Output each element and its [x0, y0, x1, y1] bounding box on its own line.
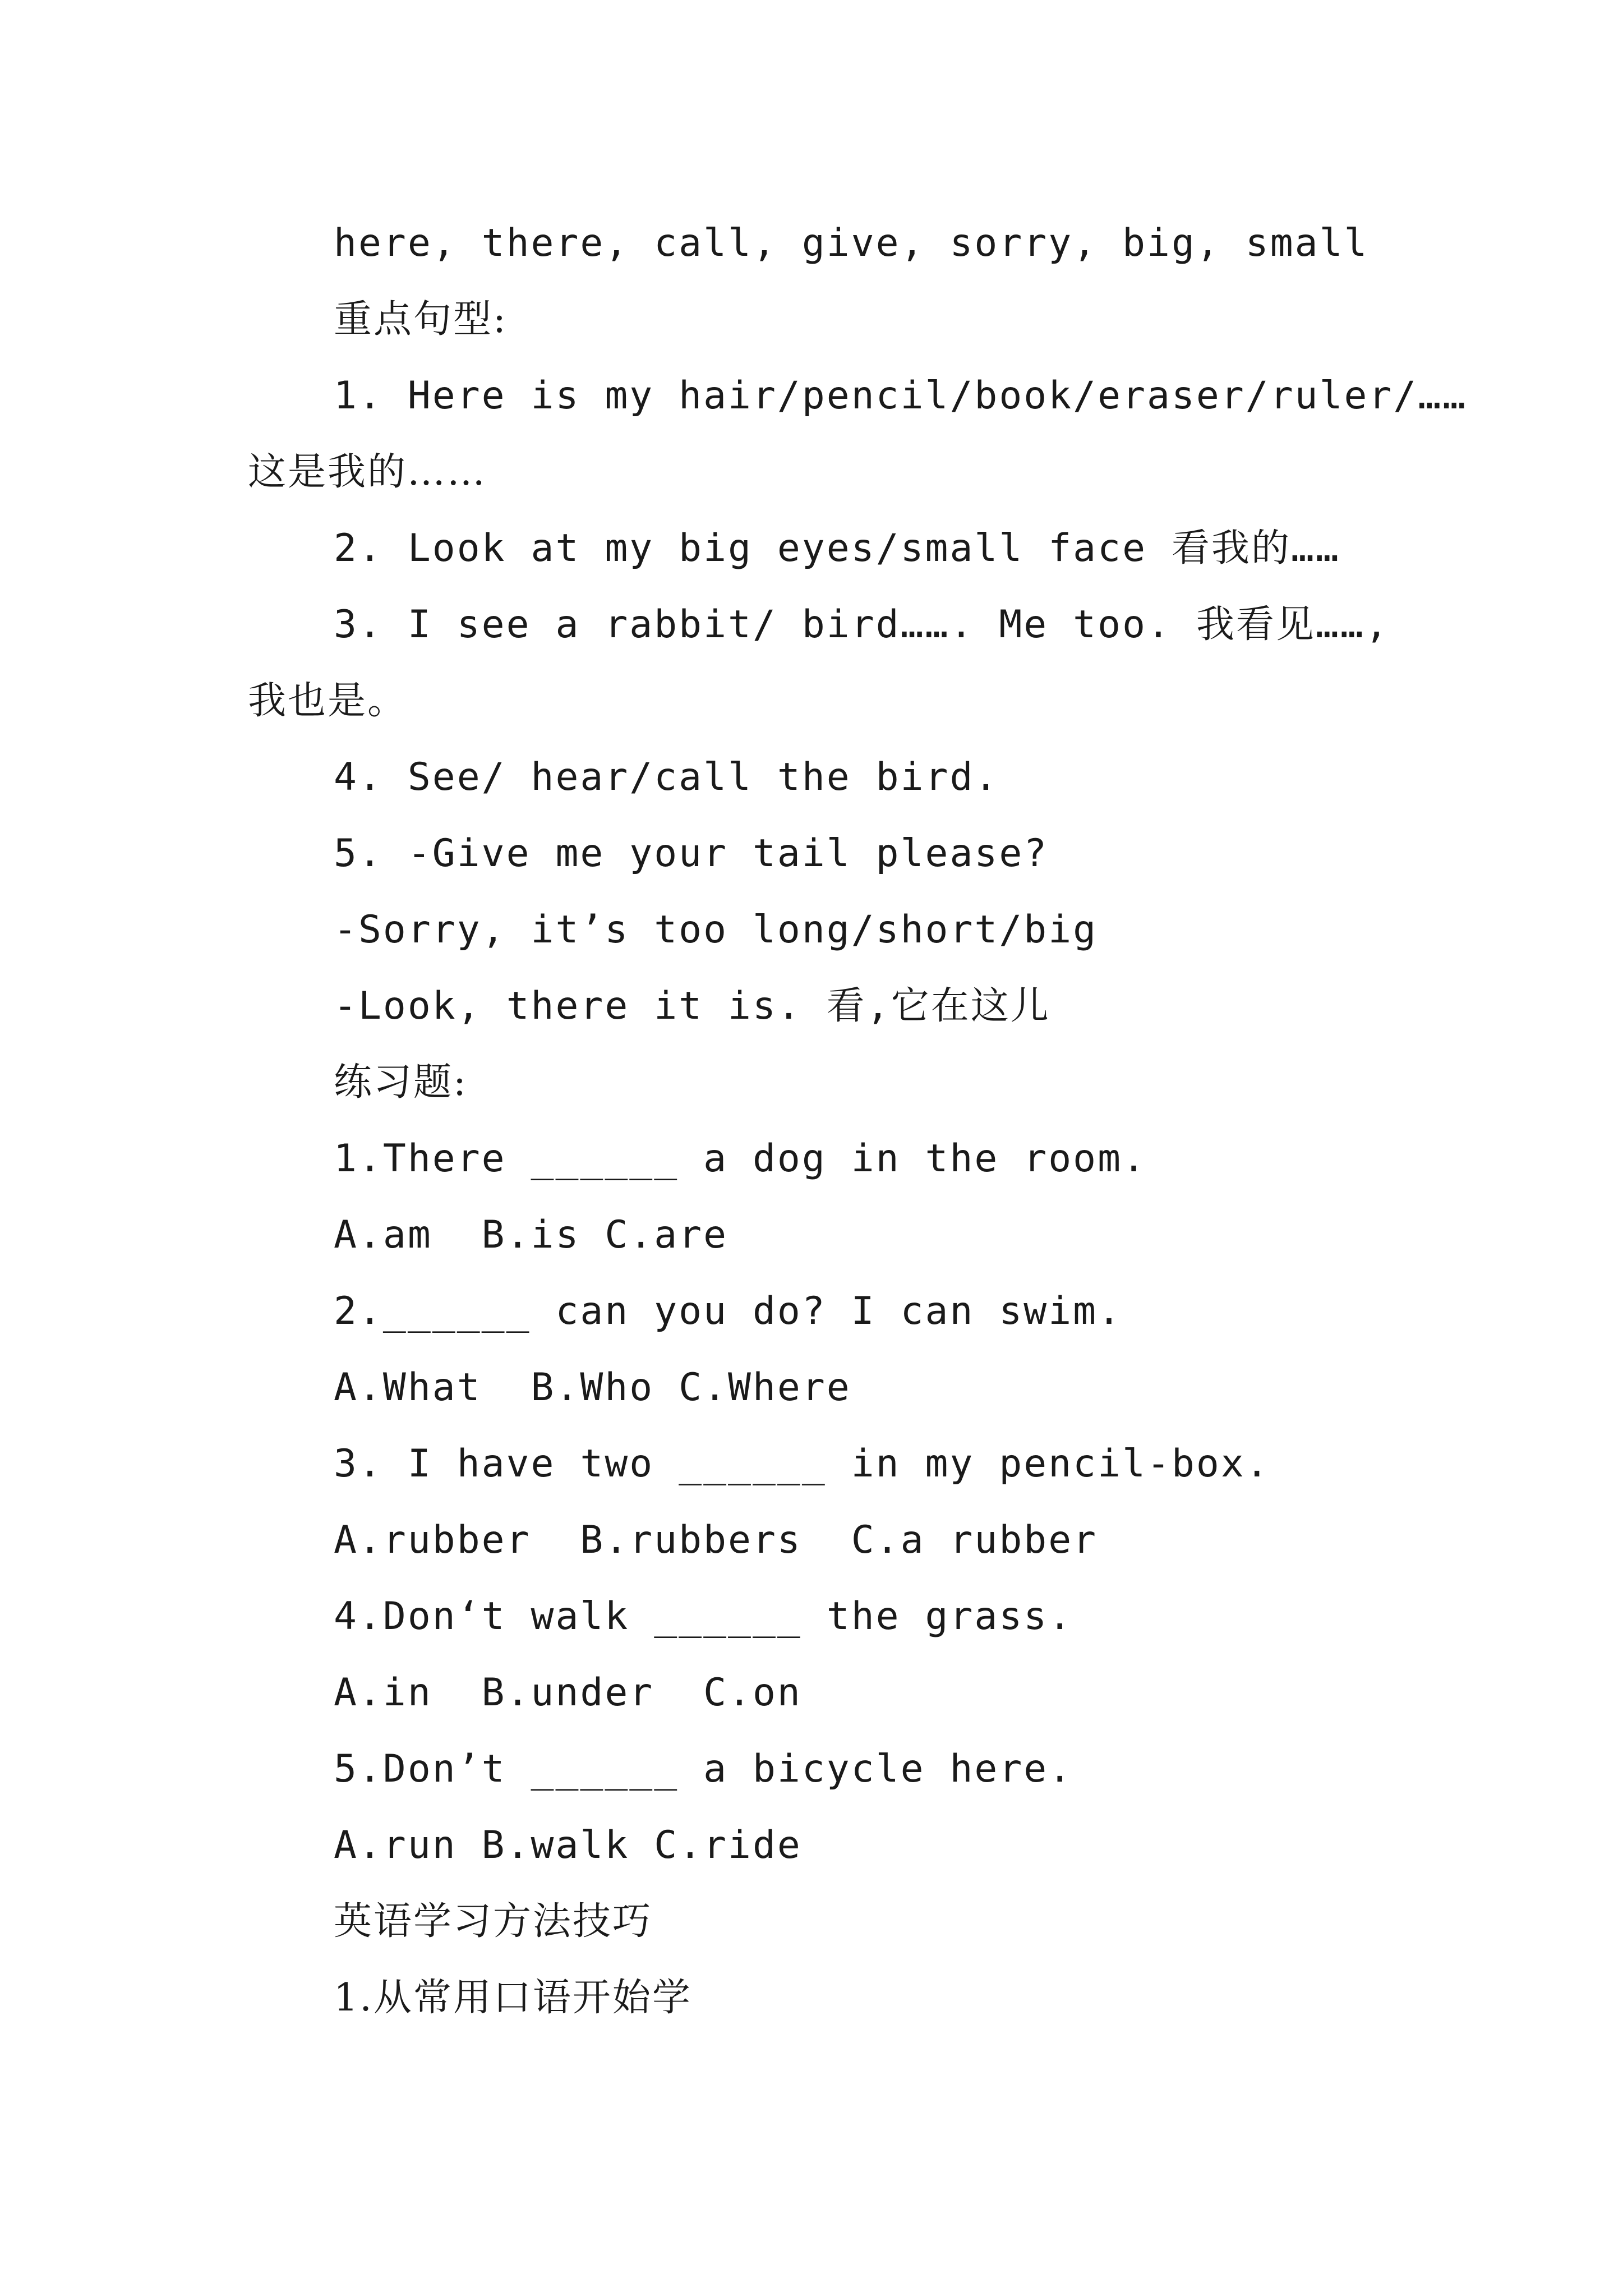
sentence-2-line-1: 2. Look at my big eyes/small face 看我的……: [334, 526, 1340, 570]
question-3-stem: 3. I have two ______ in my pencil-box.: [334, 1442, 1270, 1486]
exercises-heading: 练习题:: [334, 1060, 468, 1105]
question-2-options: A.What B.Who C.Where: [334, 1365, 851, 1410]
sentence-1-line-2: 这是我的……: [248, 450, 487, 494]
question-4-options: A.in B.under C.on: [334, 1671, 802, 1715]
sentence-3-line-1: 3. I see a rabbit/ bird……. Me too. 我看见……,: [334, 602, 1390, 647]
question-2-stem: 2.______ can you do? I can swim.: [334, 1289, 1123, 1333]
question-4-stem: 4.Don‘t walk ______ the grass.: [334, 1594, 1073, 1639]
sentence-5-line-3: -Look, there it is. 看,它在这儿: [334, 984, 1050, 1028]
sentence-5-line-1: 5. -Give me your tail please?: [334, 831, 1049, 876]
question-1-options: A.am B.is C.are: [334, 1213, 728, 1257]
sentence-5-line-2: -Sorry, it’s too long/short/big: [334, 908, 1098, 952]
tip-1: 1.从常用口语开始学: [334, 1976, 692, 2020]
vocab-words-line: here, there, call, give, sorry, big, small: [334, 221, 1369, 265]
sentence-1-line-1: 1. Here is my hair/pencil/book/eraser/ruler/……: [334, 374, 1468, 418]
question-5-options: A.run B.walk C.ride: [334, 1823, 802, 1867]
question-5-stem: 5.Don’t ______ a bicycle here.: [334, 1747, 1073, 1791]
question-1-stem: 1.There ______ a dog in the room.: [334, 1137, 1147, 1181]
sentence-3-line-2: 我也是。: [248, 679, 408, 723]
question-3-options: A.rubber B.rubbers C.a rubber: [334, 1518, 1098, 1562]
tips-heading: 英语学习方法技巧: [334, 1899, 653, 1944]
key-sentences-heading: 重点句型:: [334, 297, 508, 342]
sentence-4-line-1: 4. See/ hear/call the bird.: [334, 755, 999, 799]
